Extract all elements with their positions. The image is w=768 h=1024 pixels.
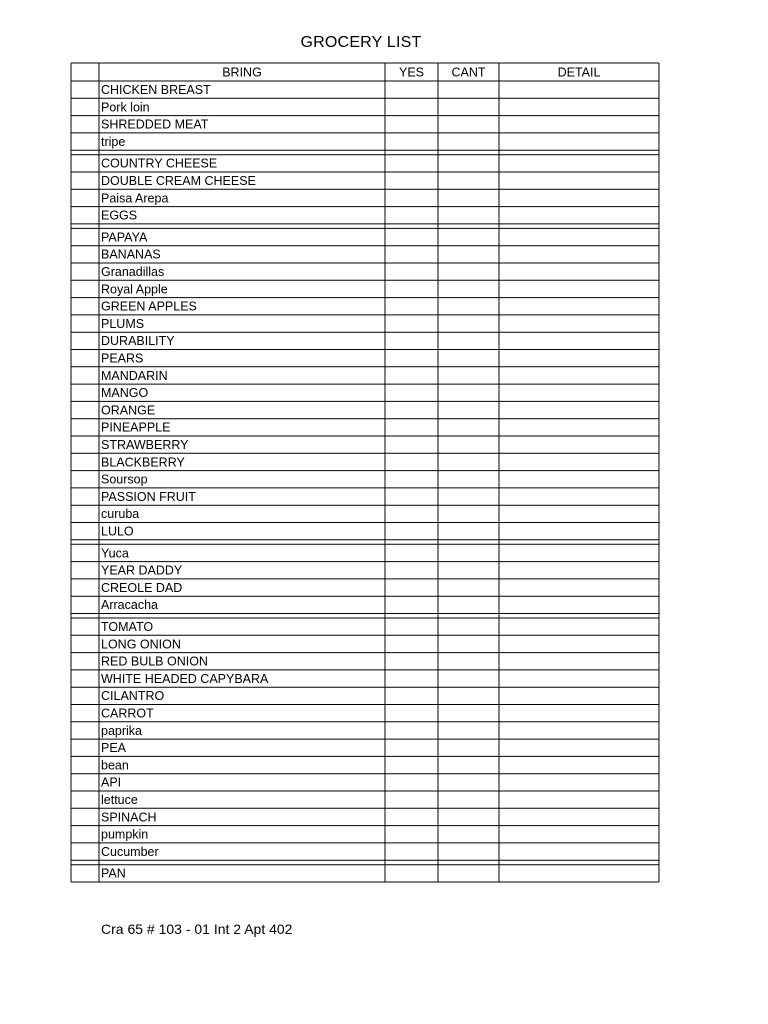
table-row-item: CHICKEN BREAST xyxy=(101,83,211,97)
table-row-item: CREOLE DAD xyxy=(101,580,183,595)
table-row-item: Yuca xyxy=(101,546,129,561)
table-row-item: DOUBLE CREAM CHEESE xyxy=(101,174,256,188)
table-row-item: DURABILITY xyxy=(101,334,175,349)
table-row-item: PAPAYA xyxy=(101,230,148,245)
table-row-item: SPINACH xyxy=(101,810,157,825)
table-row-item: curuba xyxy=(101,507,140,522)
table-row-item: PINEAPPLE xyxy=(101,420,171,435)
table-row-item: TOMATO xyxy=(101,620,154,634)
table-row-item: pumpkin xyxy=(101,827,149,842)
table-row-item: LULO xyxy=(101,524,134,539)
table-row-item: CILANTRO xyxy=(101,689,165,704)
table-row-item: Granadillas xyxy=(101,265,165,279)
table-row-item: ORANGE xyxy=(101,403,156,418)
table-row-item: CARROT xyxy=(101,706,154,721)
table-row-item: Soursop xyxy=(101,472,148,487)
table-row-item: PLUMS xyxy=(101,316,145,331)
table-row-item: Cucumber xyxy=(101,844,159,859)
table-row-item: YEAR DADDY xyxy=(101,563,183,578)
column-header-yes: YES xyxy=(398,65,425,80)
column-header-bring: BRING xyxy=(222,65,262,80)
column-header-cant: CANT xyxy=(451,65,486,80)
table-row-item: BLACKBERRY xyxy=(101,455,185,470)
page-title: GROCERY LIST xyxy=(300,34,422,51)
table-row-item: lettuce xyxy=(101,793,138,807)
table-row-item: PEA xyxy=(101,741,127,756)
table-row-item: SHREDDED MEAT xyxy=(101,117,209,132)
table-row-item: paprika xyxy=(101,723,142,738)
table-row-item: EGGS xyxy=(101,208,138,223)
table-row-item: BANANAS xyxy=(101,247,161,262)
table-row-item: Pork loin xyxy=(101,100,150,115)
table-row-item: tripe xyxy=(101,134,126,149)
table-row-item: COUNTRY CHEESE xyxy=(101,156,218,171)
table-row-item: PEARS xyxy=(101,351,144,366)
table-row-item: MANDARIN xyxy=(101,368,168,383)
table-row-item: PASSION FRUIT xyxy=(101,489,196,504)
table-row-item: WHITE HEADED CAPYBARA xyxy=(101,671,269,686)
table-row-item: Royal Apple xyxy=(101,282,168,297)
column-header-detail: DETAIL xyxy=(557,65,601,80)
table-row-item: LONG ONION xyxy=(101,637,181,652)
table-row-item: Paisa Arepa xyxy=(101,191,169,206)
table-row-item: MANGO xyxy=(101,386,149,401)
table-row-item: STRAWBERRY xyxy=(101,438,189,452)
address-footer: Cra 65 # 103 - 01 Int 2 Apt 402 xyxy=(101,921,293,937)
table-row-item: PAN xyxy=(101,866,126,881)
table-row-item: Arracacha xyxy=(101,598,158,613)
table-row-item: GREEN APPLES xyxy=(101,299,197,314)
table-row-item: API xyxy=(101,775,122,790)
table-row-item: bean xyxy=(101,758,129,773)
table-row-item: RED BULB ONION xyxy=(101,654,208,669)
